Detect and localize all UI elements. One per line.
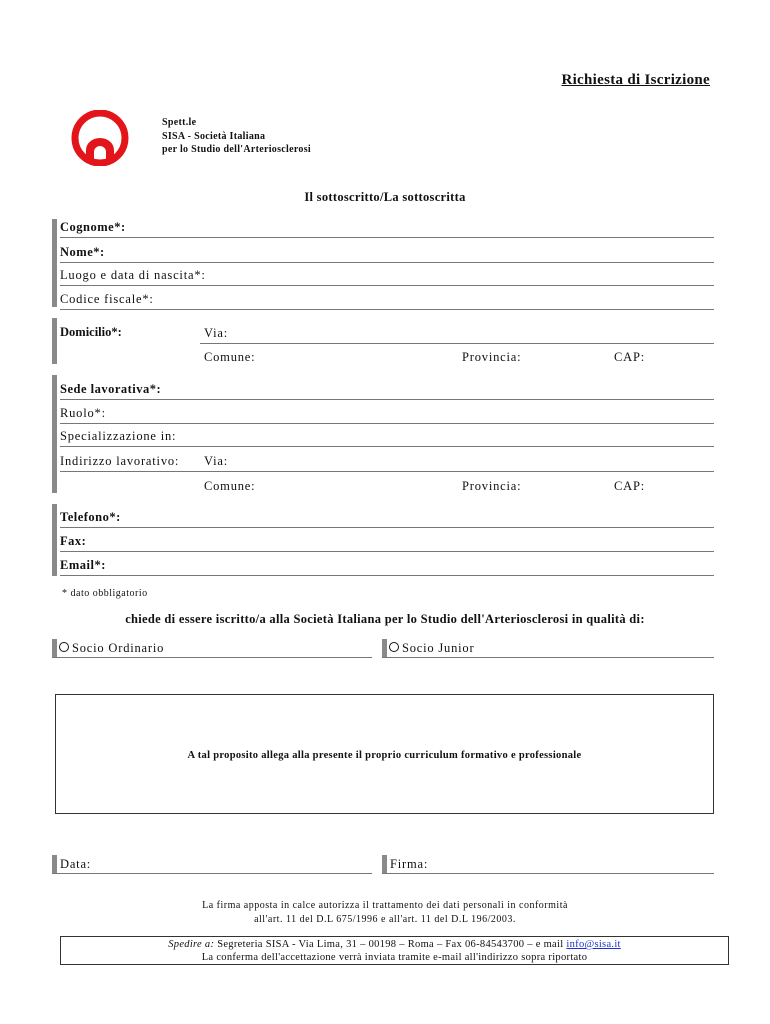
firma-field[interactable]	[382, 855, 714, 874]
indirizzo-field[interactable]	[60, 449, 714, 472]
addressee-block	[162, 116, 311, 157]
data-label: Data:	[60, 857, 92, 871]
cap-label: CAP:	[614, 350, 645, 364]
required-note: * dato obbligatorio	[62, 588, 148, 599]
comune-label: Comune:	[204, 350, 256, 364]
field-bar	[382, 855, 387, 873]
work-comune-row[interactable]	[200, 474, 714, 496]
codice-fiscale-label: Codice fiscale*:	[60, 292, 154, 306]
footer-line-1	[61, 938, 728, 951]
domicilio-label: Domicilio*:	[60, 325, 122, 339]
section-bar	[52, 219, 57, 307]
spedire-label: Spedire a:	[168, 939, 215, 950]
addressee-line: SISA - Società Italiana	[162, 130, 266, 142]
form-subtitle: Il sottoscritto/La sottoscritta	[304, 190, 466, 204]
privacy-notice	[0, 899, 770, 927]
section-bar	[52, 504, 57, 576]
radio-icon[interactable]	[59, 642, 69, 652]
via-label: Via:	[204, 454, 228, 468]
addressee-line: per lo Studio dell'Arteriosclerosi	[162, 144, 311, 155]
codice-fiscale-field[interactable]	[60, 287, 714, 310]
radio-icon[interactable]	[389, 642, 399, 652]
section-bar	[52, 375, 57, 493]
domicilio-comune-row[interactable]	[200, 345, 714, 367]
domicilio-via-field[interactable]	[200, 321, 714, 344]
ruolo-label: Ruolo*:	[60, 406, 106, 420]
privacy-line: La firma apposta in calce autorizza il trattamento dei dati personali in conformità	[202, 900, 568, 911]
nome-field[interactable]	[60, 240, 714, 263]
socio-junior-label: Socio Junior	[402, 641, 475, 655]
provincia-label: Provincia:	[462, 350, 522, 364]
birth-field[interactable]	[60, 263, 714, 286]
section-bar	[52, 318, 57, 364]
ruolo-field[interactable]	[60, 401, 714, 424]
footer-box	[60, 936, 729, 965]
specializzazione-field[interactable]	[60, 424, 714, 447]
spedire-text: Segreteria SISA - Via Lima, 31 – 00198 – Roma – Fax 06-84543700 – e mail	[214, 939, 567, 950]
telefono-label: Telefono*:	[60, 510, 121, 524]
data-field[interactable]	[52, 855, 372, 874]
option-bar	[52, 639, 57, 657]
email-link[interactable]: info@sisa.it	[566, 939, 621, 950]
cognome-field[interactable]	[60, 215, 714, 238]
cap-label: CAP:	[614, 479, 645, 493]
sede-field[interactable]	[60, 377, 714, 400]
email-label: Email*:	[60, 558, 106, 572]
indirizzo-label: Indirizzo lavorativo:	[60, 454, 180, 468]
firma-label: Firma:	[390, 857, 429, 871]
option-bar	[382, 639, 387, 657]
attachment-text: A tal proposito allega alla presente il proprio curriculum formativo e professionale	[187, 750, 582, 761]
comune-label: Comune:	[204, 479, 256, 493]
cognome-label: Cognome*:	[60, 220, 126, 234]
membership-request-text: chiede di essere iscritto/a alla Società Italiana per lo Studio dell'Arteriosclerosi in qualità di:	[125, 612, 645, 626]
provincia-label: Provincia:	[462, 479, 522, 493]
socio-junior-option[interactable]	[382, 639, 714, 658]
telefono-field[interactable]	[60, 505, 714, 528]
socio-ordinario-label: Socio Ordinario	[72, 641, 165, 655]
field-bar	[52, 855, 57, 873]
sede-label: Sede lavorativa*:	[60, 382, 162, 396]
fax-field[interactable]	[60, 529, 714, 552]
email-field[interactable]	[60, 553, 714, 576]
footer-line-2: La conferma dell'accettazione verrà inviata tramite e-mail all'indirizzo sopra riportato	[201, 952, 588, 963]
addressee-line: Spett.le	[162, 117, 197, 128]
sisa-logo-icon	[68, 110, 132, 166]
fax-label: Fax:	[60, 534, 87, 548]
nome-label: Nome*:	[60, 245, 105, 259]
form-title: Richiesta di Iscrizione	[561, 72, 710, 88]
socio-ordinario-option[interactable]	[52, 639, 372, 658]
specializzazione-label: Specializzazione in:	[60, 429, 177, 443]
via-label: Via:	[204, 326, 228, 340]
privacy-line: all'art. 11 del D.L 675/1996 e all'art. 11 del D.L 196/2003.	[254, 914, 516, 925]
birth-label: Luogo e data di nascita*:	[60, 268, 206, 282]
